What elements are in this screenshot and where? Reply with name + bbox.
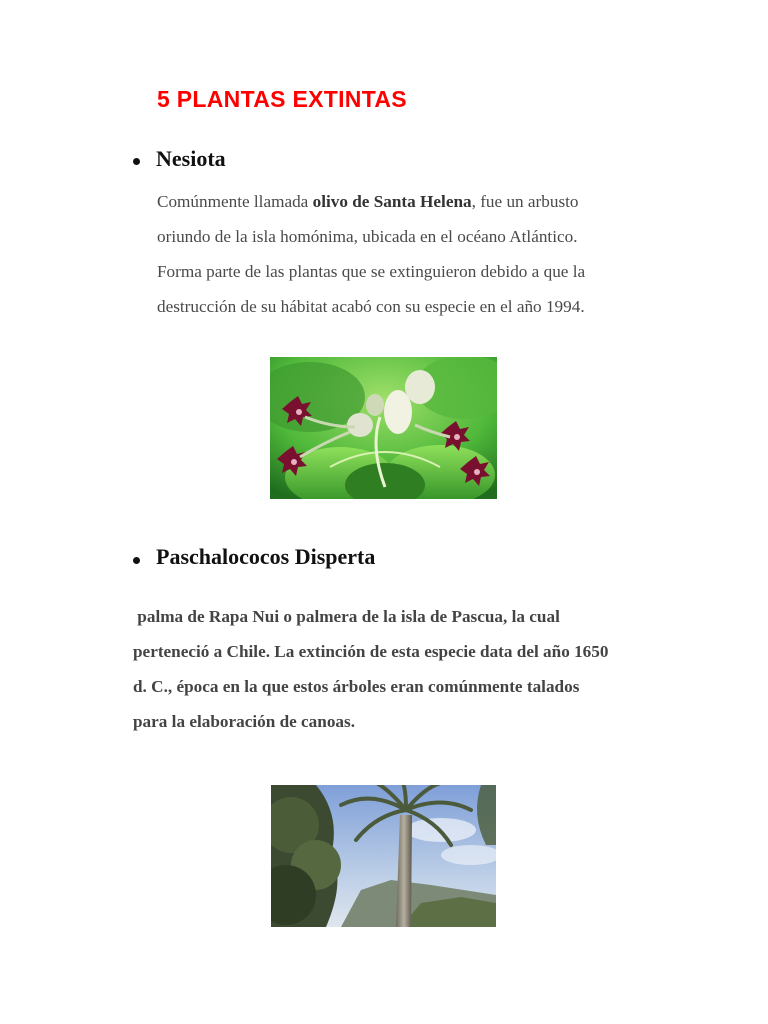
page-title: 5 PLANTAS EXTINTAS	[157, 86, 407, 112]
bullet-icon	[133, 158, 140, 165]
paragraph-line: Forma parte de las plantas que se extinguieron debido a que la	[157, 262, 586, 281]
paragraph-line: d. C., época en la que estos árboles eran comúnmente talados	[133, 677, 580, 696]
bold-term: olivo de Santa Helena	[312, 192, 472, 211]
section-heading: Nesiota	[156, 146, 226, 171]
paragraph-line: oriundo de la isla homónima, ubicada en el océano Atlántico.	[157, 227, 578, 246]
nesiota-paragraph	[157, 184, 677, 324]
nesiota-flower-photo	[270, 357, 497, 499]
paragraph-line: destrucción de su hábitat acabó con su especie en el año 1994.	[157, 297, 585, 316]
paschalococos-paragraph	[133, 599, 693, 739]
paragraph-line: perteneció a Chile. La extinción de esta especie data del año 1650	[133, 642, 609, 661]
section-heading: Paschalococos Disperta	[156, 544, 376, 569]
paragraph-line: Comúnmente llamada olivo de Santa Helena, fue un arbusto	[157, 192, 579, 211]
bullet-icon	[133, 557, 140, 564]
paragraph-line: palma de Rapa Nui o palmera de la isla de Pascua, la cual	[133, 607, 560, 626]
paragraph-line: para la elaboración de canoas.	[133, 712, 356, 731]
palm-tree-photo	[271, 785, 496, 927]
